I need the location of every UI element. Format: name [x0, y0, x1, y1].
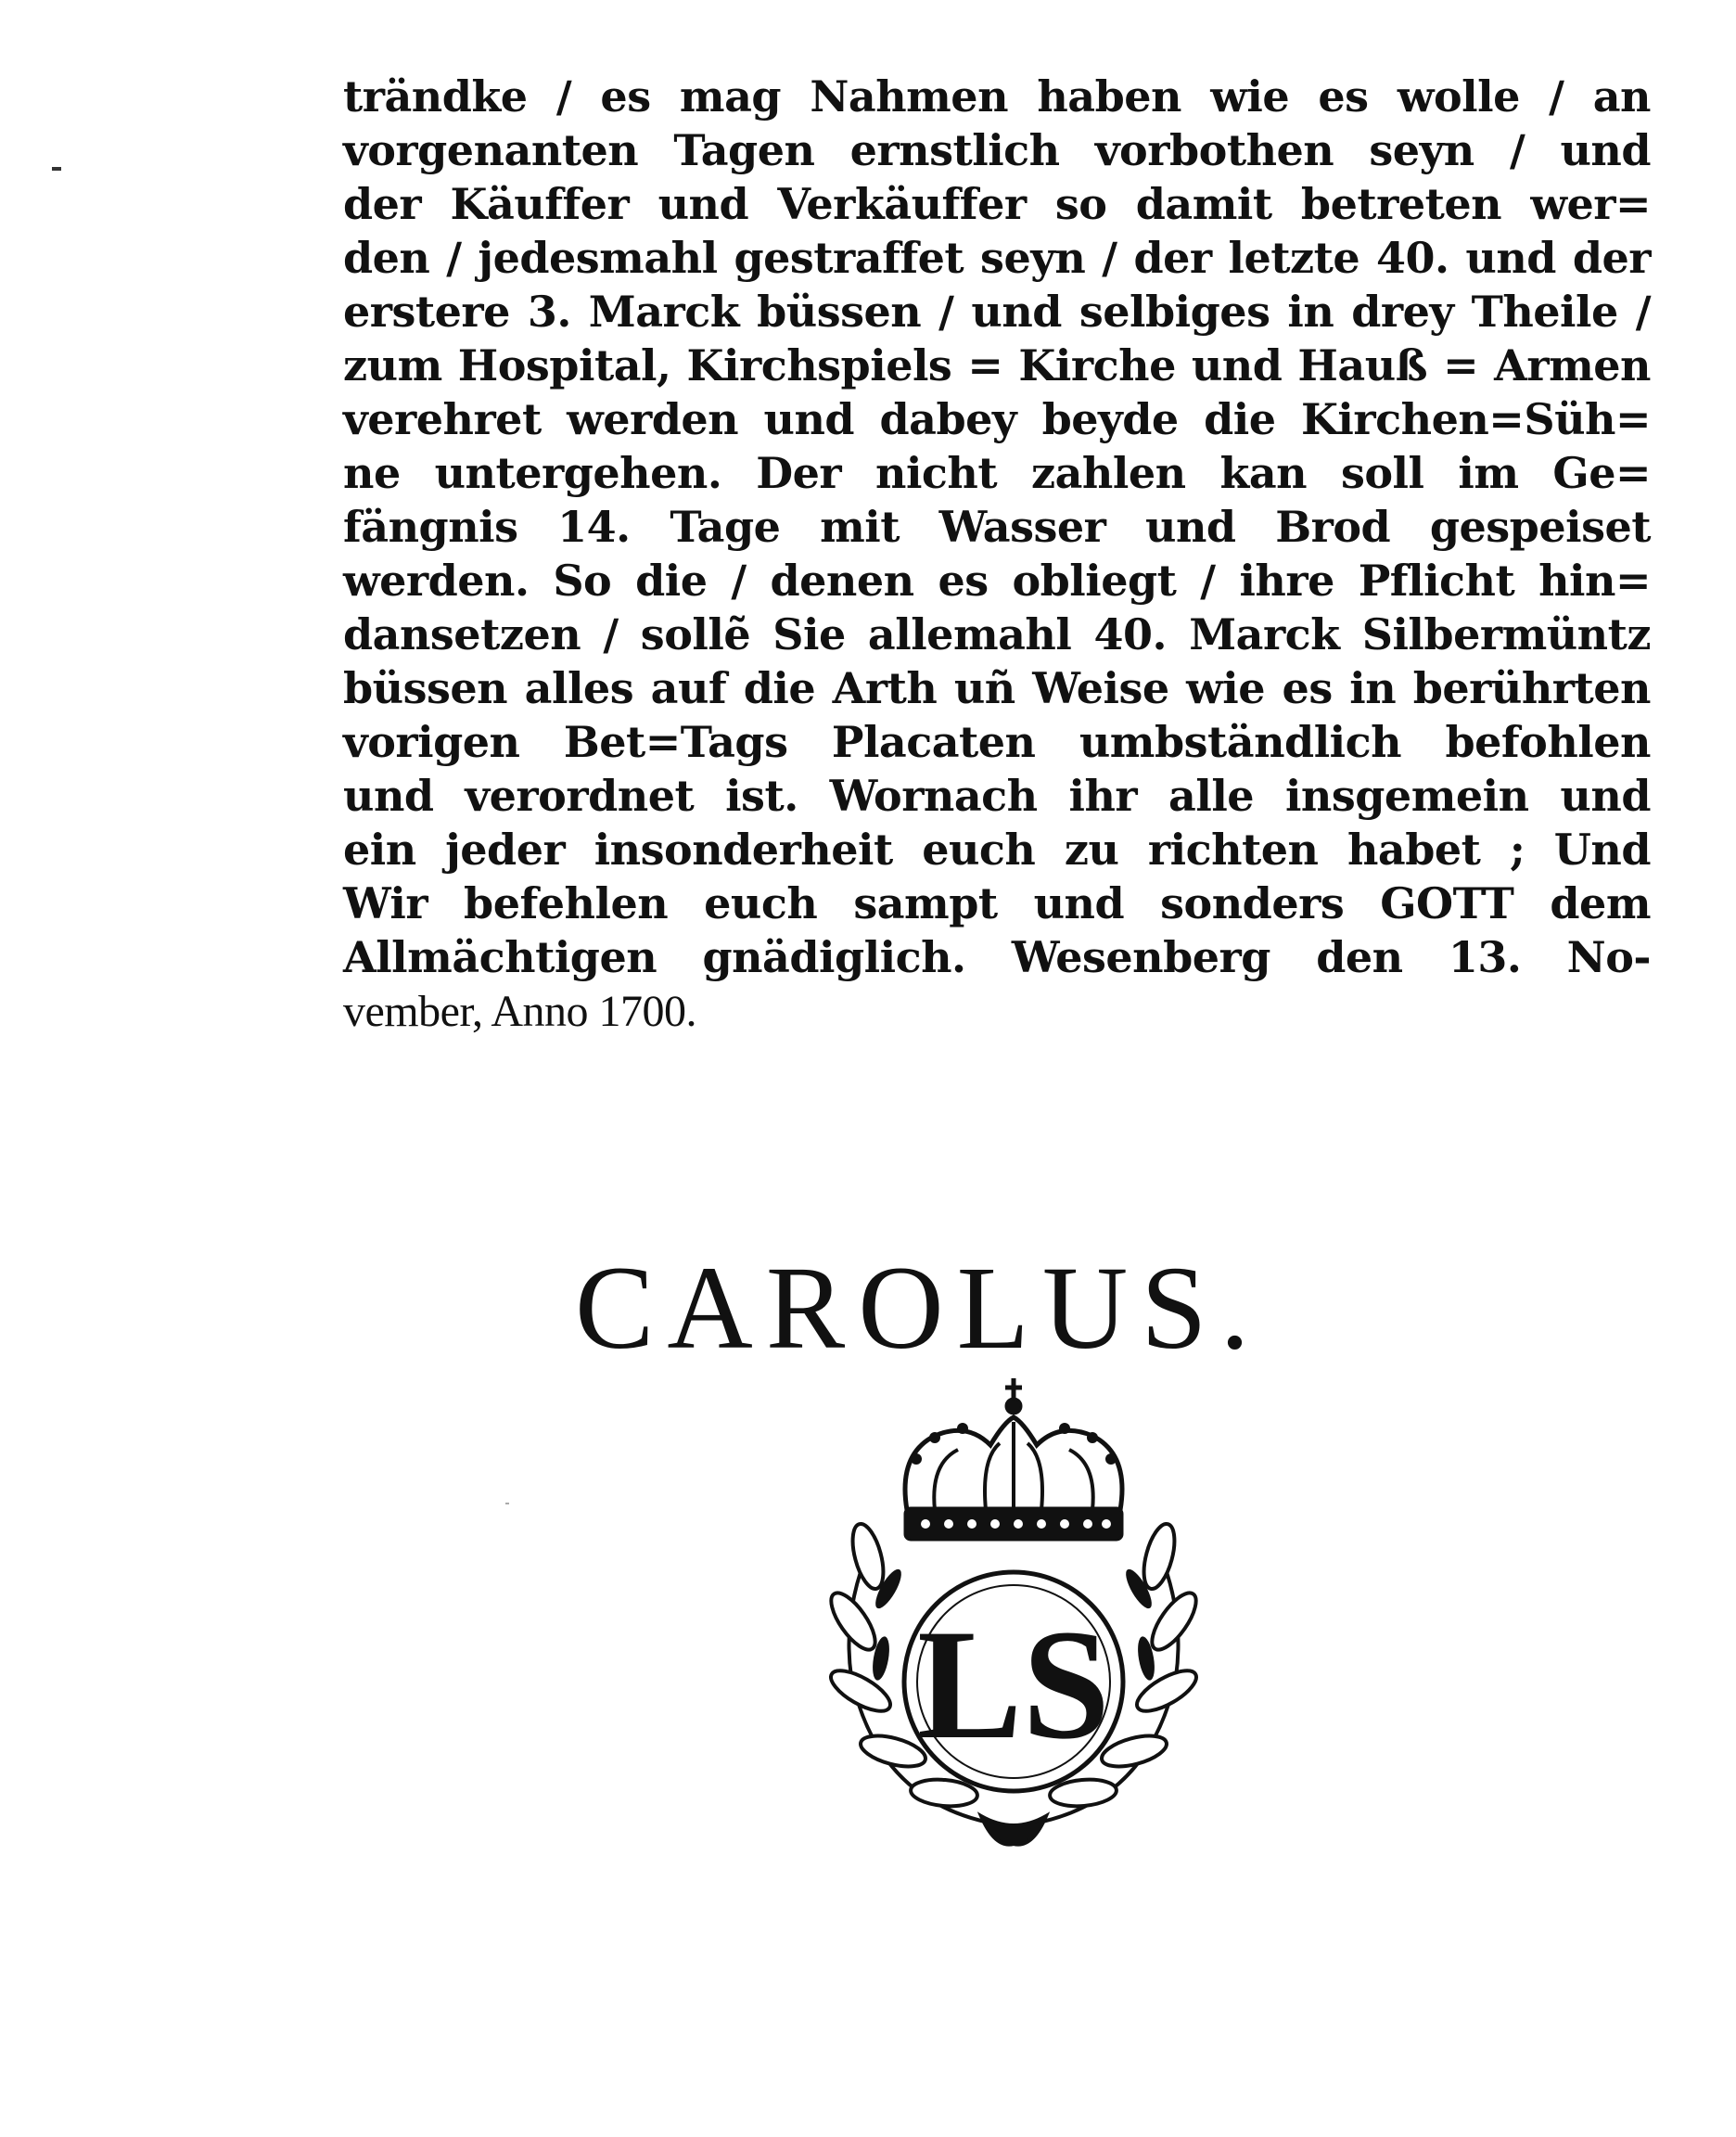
- body-line: ein jeder insonderheit euch zu richten habet ; Und: [343, 825, 1651, 875]
- body-line: vorigen Bet=Tags Placaten umbständlich befohlen: [343, 717, 1651, 767]
- body-line: Allmächtigen gnädiglich. Wesenberg den 13. No-: [343, 932, 1651, 982]
- scan-speck: [52, 167, 61, 171]
- body-line: erstere 3. Marck büssen / und selbiges in drey Theile /: [343, 287, 1651, 337]
- body-line: trändke / es mag Nahmen haben wie es wolle / an: [343, 71, 1651, 122]
- body-line: ne untergehen. Der nicht zahlen kan soll im Ge=: [343, 448, 1651, 498]
- royal-seal-icon: [796, 1371, 1232, 1862]
- body-line: und verordnet ist. Wornach ihr alle insgemein und: [343, 771, 1651, 821]
- body-line: büssen alles auf die Arth uñ Weise wie es in berührten: [343, 663, 1651, 713]
- royal-signature: CAROLUS.: [575, 1242, 1263, 1374]
- scan-speck: [505, 1503, 509, 1504]
- body-line: werden. So die / denen es obliegt / ihre Pflicht hin=: [343, 556, 1651, 606]
- seal-monogram: LS: [917, 1597, 1110, 1772]
- body-line: dansetzen / sollẽ Sie allemahl 40. Marck Silbermüntz: [343, 609, 1651, 659]
- decree-body: [343, 70, 1651, 1040]
- closing-date-line: vember, Anno 1700.: [343, 987, 697, 1036]
- body-line: fängnis 14. Tage mit Wasser und Brod gespeiset: [343, 502, 1651, 552]
- body-line: verehret werden und dabey beyde die Kirchen=Süh=: [343, 394, 1651, 444]
- body-line: Wir befehlen euch sampt und sonders GOTT dem: [343, 878, 1651, 928]
- body-line: vorgenanten Tagen ernstlich vorbothen seyn / und: [343, 125, 1651, 175]
- body-line: den / jedesmahl gestraffet seyn / der letzte 40. und der: [343, 233, 1651, 283]
- crown-icon: [905, 1378, 1122, 1540]
- body-line: zum Hospital, Kirchspiels = Kirche und Hauß = Armen: [343, 340, 1651, 390]
- body-line: der Käuffer und Verkäuffer so damit betreten wer=: [343, 179, 1651, 229]
